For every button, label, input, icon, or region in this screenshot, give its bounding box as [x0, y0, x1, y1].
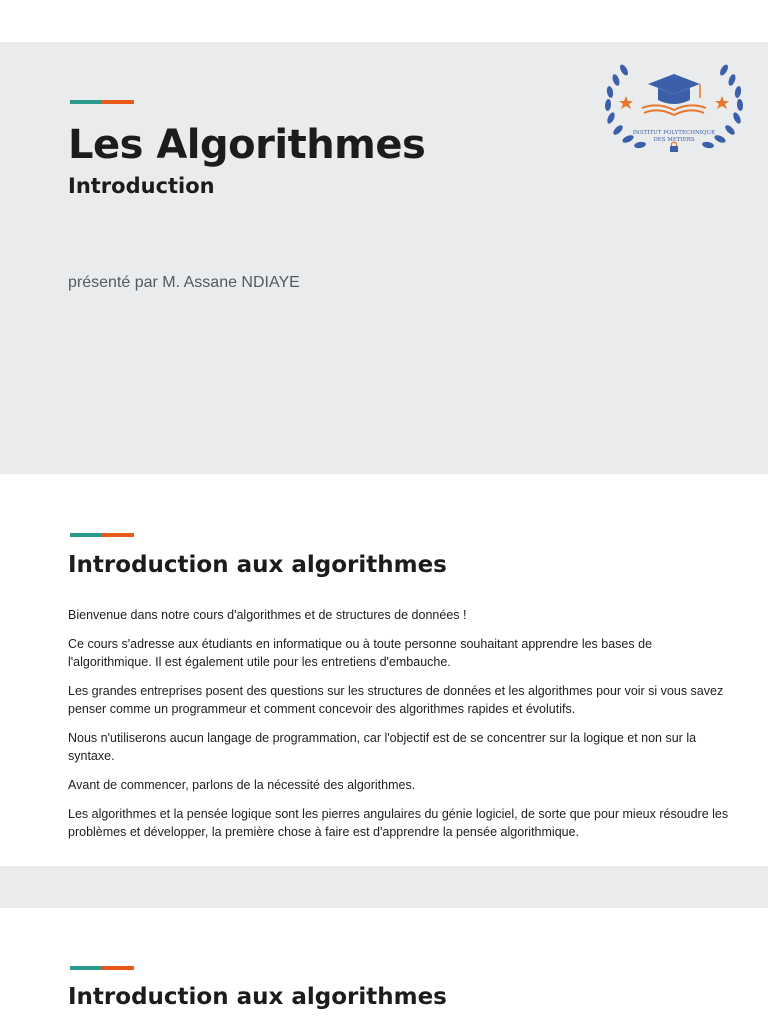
content-slide [0, 908, 768, 1024]
title-slide [0, 42, 768, 474]
body-text [68, 606, 730, 852]
content-slide [0, 474, 768, 866]
section-heading: Introduction aux algorithmes [68, 984, 447, 1010]
star-right-icon [715, 96, 729, 109]
accent-bar [70, 100, 134, 104]
graduation-cap-icon [648, 74, 700, 104]
book-icon [642, 105, 706, 115]
slide-separator [0, 866, 768, 908]
logo-bottom-text-2: DES METIERS [653, 137, 695, 143]
star-left-icon [619, 96, 633, 109]
logo-bottom-text-1: INSTITUT POLYTECHNIQUE [632, 130, 716, 136]
institute-logo [600, 50, 748, 154]
presenter-line: présenté par M. Assane NDIAYE [68, 274, 300, 291]
section-heading: Introduction aux algorithmes [68, 552, 447, 578]
page-top-margin [0, 0, 768, 42]
paragraph: Avant de commencer, parlons de la nécessité des algorithmes. [68, 778, 416, 792]
paragraph: Nous n'utiliserons aucun langage de programmation, car l'objectif est de se concentrer sur la logique et non sur la syntaxe. [68, 731, 697, 763]
paragraph: Les algorithmes et la pensée logique sont les pierres angulaires du génie logiciel, de sorte que pour mieux résoudre les problèmes et développer, la première chose à faire est d'apprendre la pensée algorithmique. [68, 807, 729, 839]
accent-bar [70, 966, 134, 970]
accent-bar [70, 533, 134, 537]
paragraph: Les grandes entreprises posent des questions sur les structures de données et les algorithmes pour voir si vous savez penser comme un programmeur et comment concevoir des algorithmes rapides et évolutifs. [68, 684, 724, 716]
slide-title: Les Algorithmes [68, 122, 426, 168]
paragraph: Bienvenue dans notre cours d'algorithmes et de structures de données ! [68, 608, 467, 622]
lock-icon [670, 142, 678, 152]
paragraph: Ce cours s'adresse aux étudiants en informatique ou à toute personne souhaitant apprendre les bases de l'algorithmique. Il est également utile pour les entretiens d'embauche. [68, 637, 653, 669]
slide-subtitle: Introduction [68, 174, 215, 198]
